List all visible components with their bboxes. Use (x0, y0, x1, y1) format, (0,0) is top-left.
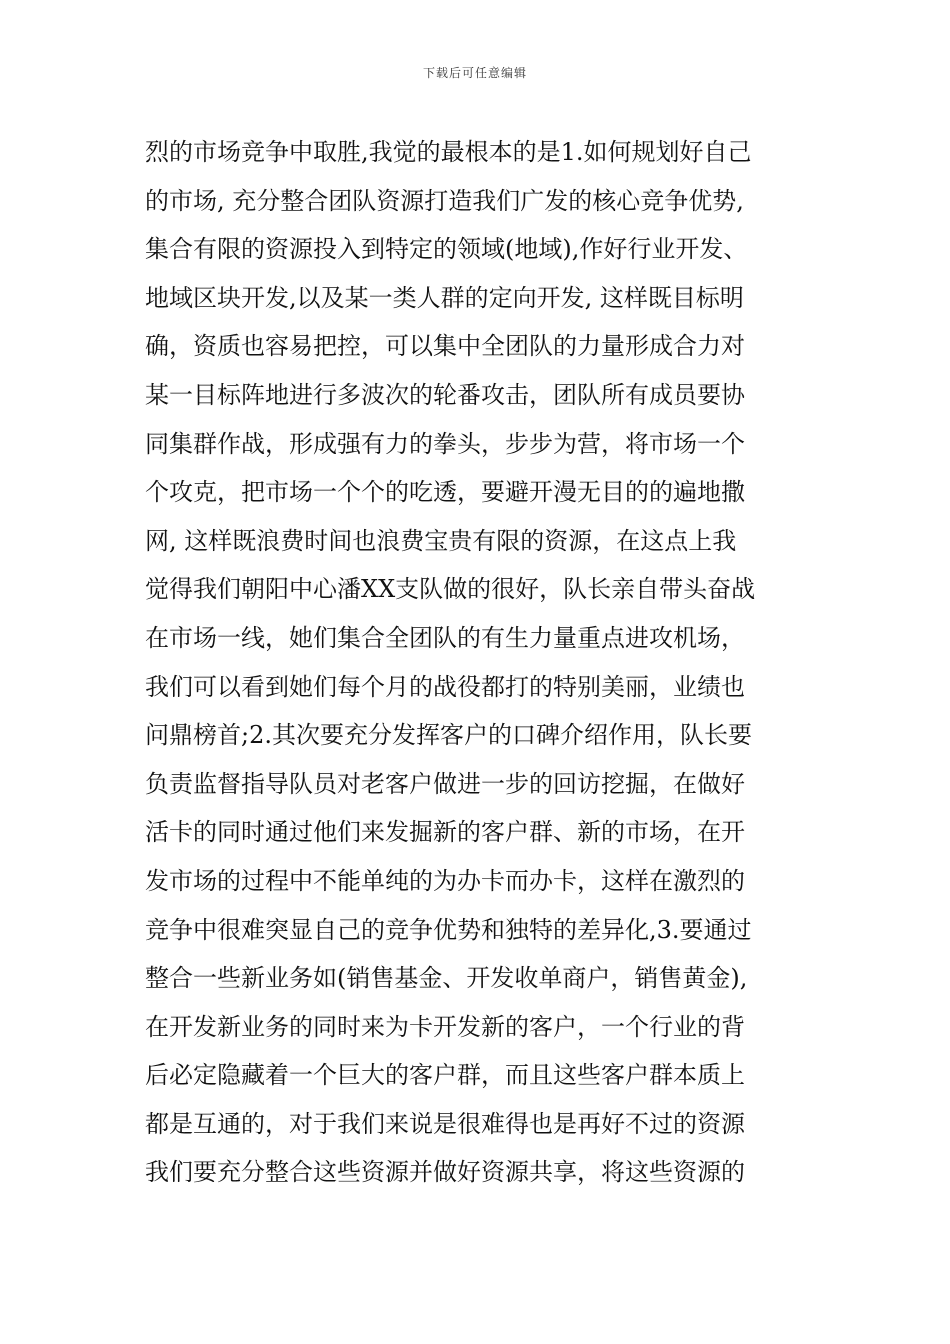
text-line: 在市场一线，她们集合全团队的有生力量重点进攻机场， (145, 623, 745, 652)
text-line: 都是互通的，对于我们来说是很难得也是再好不过的资源 (145, 1109, 745, 1138)
text-line: 地域区块开发,以及某一类人群的定向开发, 这样既目标明 (145, 283, 744, 312)
text-line: 我们要充分整合这些资源并做好资源共享，将这些资源的 (145, 1158, 745, 1187)
text-line: 烈的市场竞争中取胜,我觉的最根本的是1.如何规划好自己 (145, 138, 752, 166)
text-line: 网, 这样既浪费时间也浪费宝贵有限的资源，在这点上我 (145, 526, 737, 555)
page-header: 下载后可任意编辑 (422, 66, 527, 80)
text-line: 同集群作战，形成强有力的拳头，步步为营，将市场一个 (145, 429, 745, 458)
text-line: 觉得我们朝阳中心潘XX支队做的很好，队长亲自带头奋战 (145, 575, 756, 604)
body-text (145, 128, 825, 1197)
text-line: 确，资质也容易把控，可以集中全团队的力量形成合力对 (145, 332, 745, 361)
text-line: 问鼎榜首;2.其次要充分发挥客户的口碑介绍作用，队长要 (145, 721, 752, 750)
text-line: 某一目标阵地进行多波次的轮番攻击，团队所有成员要协 (145, 380, 745, 409)
text-line: 后必定隐藏着一个巨大的客户群，而且这些客户群本质上 (145, 1061, 745, 1090)
text-line: 竞争中很难突显自己的竞争优势和独特的差异化,3.要通过 (145, 915, 752, 944)
text-line: 整合一些新业务如(销售基金、开发收单商户，销售黄金), (145, 964, 748, 993)
text-line: 负责监督指导队员对老客户做进一步的回访挖掘，在做好 (145, 769, 745, 798)
text-line: 个攻克，把市场一个个的吃透，要避开漫无目的的遍地撒 (145, 478, 745, 507)
text-line: 在开发新业务的同时来为卡开发新的客户，一个行业的背 (145, 1012, 745, 1041)
text-line: 集合有限的资源投入到特定的领域(地域),作好行业开发、 (145, 235, 748, 264)
text-line: 发市场的过程中不能单纯的为办卡而办卡，这样在激烈的 (145, 866, 745, 895)
text-line: 活卡的同时通过他们来发掘新的客户群、新的市场，在开 (145, 818, 745, 847)
text-line: 的市场, 充分整合团队资源打造我们广发的核心竞争优势, (145, 186, 744, 215)
text-line: 我们可以看到她们每个月的战役都打的特别美丽，业绩也 (145, 672, 745, 701)
